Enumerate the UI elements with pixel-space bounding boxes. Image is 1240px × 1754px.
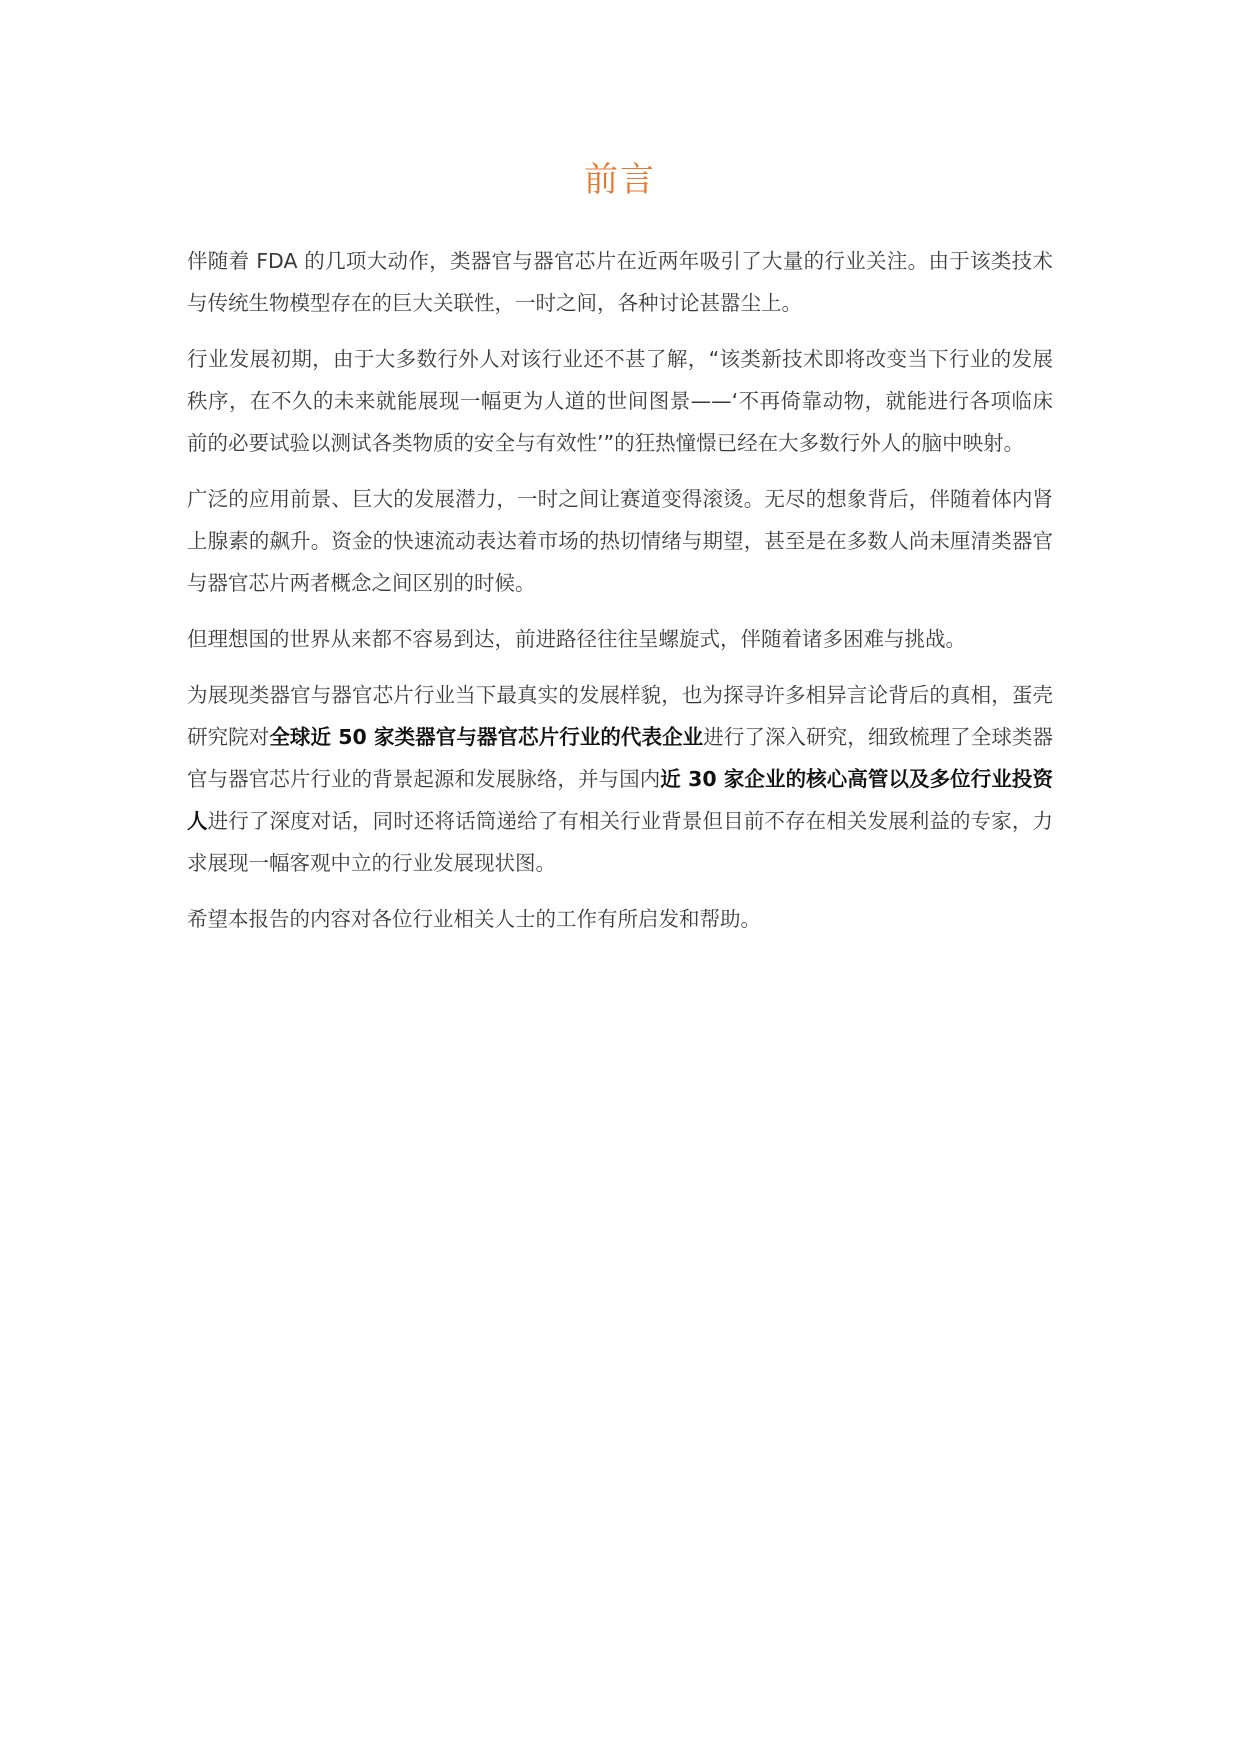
paragraph-1: 伴随着 FDA 的几项大动作，类器官与器官芯片在近两年吸引了大量的行业关注。由于该类技术与传统生物模型存在的巨大关联性，一时之间，各种讨论甚嚣尘上。 (187, 249, 1053, 315)
paragraph-2: 行业发展初期，由于大多数行外人对该行业还不甚了解，“该类新技术即将改变当下行业的发展秩序，在不久的未来就能展现一幅更为人道的世间图景——‘不再倚靠动物，就能进行各项临床前的必要试验以测试各类物质的安全与有效性’”的狂热憧憬已经在大多数行外人的脑中映射。 (187, 347, 1053, 455)
paragraph-5-text-3: 进行了深度对话，同时还将话筒递给了有相关行业背景但目前不存在相关发展利益的专家，力求展现一幅客观中立的行业发展现状图。 (187, 809, 1054, 875)
paragraph-5 (187, 674, 1053, 884)
paragraph-5-text-2: 进行了深入研究，细致梳理了全球类器官与器官芯片行业的背景起源和发展脉络，并与国内 (187, 725, 1053, 791)
paragraph-4: 但理想国的世界从来都不容易到达，前进路径往往呈螺旋式，伴随着诸多困难与挑战。 (187, 627, 966, 651)
paragraph-5-text-1: 为展现类器官与器官芯片行业当下最真实的发展样貌，也为探寻许多相异言论背后的真相，蛋壳研究院对 (187, 683, 1053, 749)
preface-body (187, 240, 1053, 954)
page-title: 前言 (584, 160, 656, 200)
paragraph-5-bold-2: 近 30 家企业的核心高管以及多位行业投资人 (187, 767, 1053, 833)
paragraph-6: 希望本报告的内容对各位行业相关人士的工作有所启发和帮助。 (187, 907, 761, 931)
paragraph-5-bold-1: 全球近 50 家类器官与器官芯片行业的代表企业 (269, 725, 704, 749)
paragraph-3: 广泛的应用前景、巨大的发展潜力，一时之间让赛道变得滚烫。无尽的想象背后，伴随着体内肾上腺素的飙升。资金的快速流动表达着市场的热切情绪与期望，甚至是在多数人尚未厘清类器官与器官芯片两者概念之间区别的时候。 (187, 487, 1053, 595)
